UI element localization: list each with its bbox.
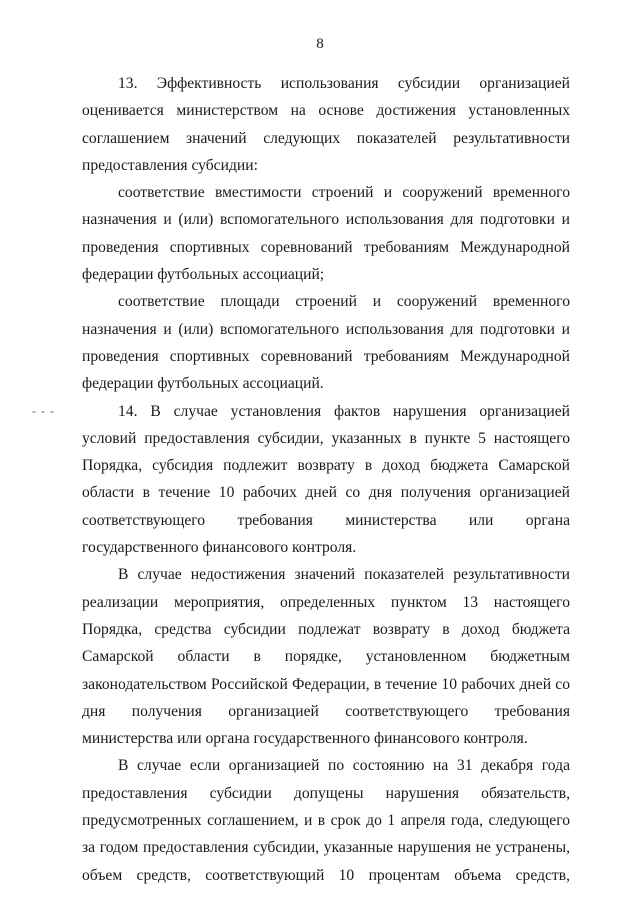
document-body — [82, 70, 570, 889]
margin-mark: - - - — [32, 404, 55, 418]
paragraph-indicator-area: соответствие площади строений и сооружений временного назначения и (или) вспомогательного использования для подготовки и проведения спортивных соревнований требованиям Международной федерации футбольных ассоциаций. — [82, 293, 570, 393]
paragraph-nonachievement: В случае недостижения значений показателей результативности реализации мероприятия, определенных пунктом 13 настоящего Порядка, средства субсидии подлежат возврату в доход бюджета Самарской области в порядке, установленном бюджетным законодательством Российской Федерации, в течение 10 рабочих дней со дня получения организацией соответствующего требования министерства или органа государственного финансового контроля. — [82, 566, 570, 748]
paragraph-obligations-breach: В случае если организацией по состоянию на 31 декабря года предоставления субсидии допущены нарушения обязательств, предусмотренных соглашением, и в срок до 1 апреля года, следующего за годом предоставления субсидии, указанные нарушения не устранены, объем средств, соответствующий 10 процентам объема средств, — [82, 757, 570, 884]
page-number: 8 — [316, 36, 324, 52]
paragraph-14-violations: 14. В случае установления фактов нарушения организацией условий предоставления субсидии, указанных в пункте 5 настоящего Порядка, субсидия подлежит возврату в доход бюджета Самарской области в течение 10 рабочих дней со дня получения организацией соответствующего требования министерства или органа государственного финансового контроля. — [82, 402, 570, 557]
paragraph-indicator-capacity: соответствие вместимости строений и сооружений временного назначения и (или) вспомогательного использования для подготовки и проведения спортивных соревнований требованиям Международной федерации футбольных ассоциаций; — [82, 184, 570, 284]
paragraph-13-intro: 13. Эффективность использования субсидии организацией оценивается министерством на основе достижения установленных соглашением значений следующих показателей результативности предоставления субсидии: — [82, 75, 570, 174]
